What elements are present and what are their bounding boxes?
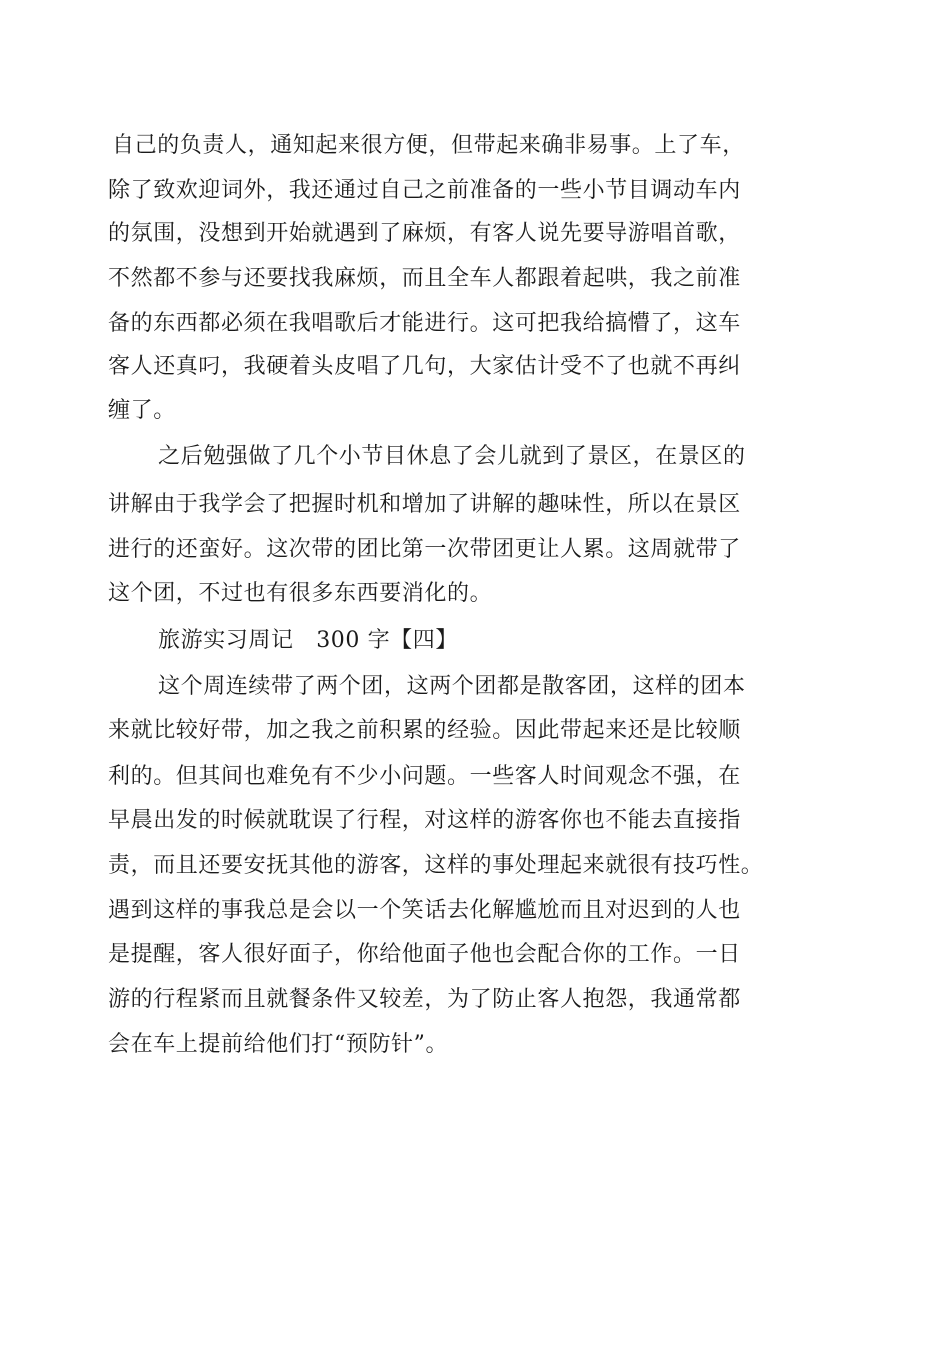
- paragraph-first-line: 之后勉强做了几个小节目休息了会儿就到了景区，在景区的: [158, 444, 746, 469]
- text-line: 会在车上提前给他们打“预防针”。: [108, 1032, 449, 1057]
- text-line: 来就比较好带，加之我之前积累的经验。因此带起来还是比较顺: [108, 718, 741, 743]
- text-line: 不然都不参与还要找我麻烦，而且全车人都跟着起哄，我之前准: [108, 266, 741, 291]
- text-line: 客人还真叼，我硬着头皮唱了几句，大家估计受不了也就不再纠: [108, 354, 741, 379]
- text-line: 游的行程紧而且就餐条件又较差，为了防止客人抱怨，我通常都: [108, 987, 741, 1012]
- text-line: 是提醒，客人很好面子，你给他面子他也会配合你的工作。一日: [108, 942, 741, 967]
- text-line: 除了致欢迎词外，我还通过自己之前准备的一些小节目调动车内: [108, 178, 741, 203]
- text-line: 进行的还蛮好。这次带的团比第一次带团更让人累。这周就带了: [108, 537, 741, 562]
- text-line: 备的东西都必须在我唱歌后才能进行。这可把我给搞懵了，这车: [108, 311, 741, 336]
- text-line: 讲解由于我学会了把握时机和增加了讲解的趣味性，所以在景区: [108, 492, 741, 517]
- text-line: 早晨出发的时候就耽误了行程，对这样的游客你也不能去直接指: [108, 808, 741, 833]
- text-line: 责，而且还要安抚其他的游客，这样的事处理起来就很有技巧性。: [108, 853, 764, 878]
- section-heading: 旅游实习周记 300 字【四】: [158, 628, 458, 653]
- text-line: 这个团，不过也有很多东西要消化的。: [108, 581, 493, 606]
- paragraph-first-line: 这个周连续带了两个团，这两个团都是散客团，这样的团本: [158, 674, 746, 699]
- text-line: 的氛围，没想到开始就遇到了麻烦，有客人说先要导游唱首歌，: [108, 221, 741, 246]
- text-line: 自己的负责人，通知起来很方便，但带起来确非易事。上了车，: [112, 133, 745, 158]
- text-line: 利的。但其间也难免有不少小问题。一些客人时间观念不强，在: [108, 764, 741, 789]
- text-line: 遇到这样的事我总是会以一个笑话去化解尴尬而且对迟到的人也: [108, 898, 741, 923]
- text-line: 缠了。: [108, 398, 176, 423]
